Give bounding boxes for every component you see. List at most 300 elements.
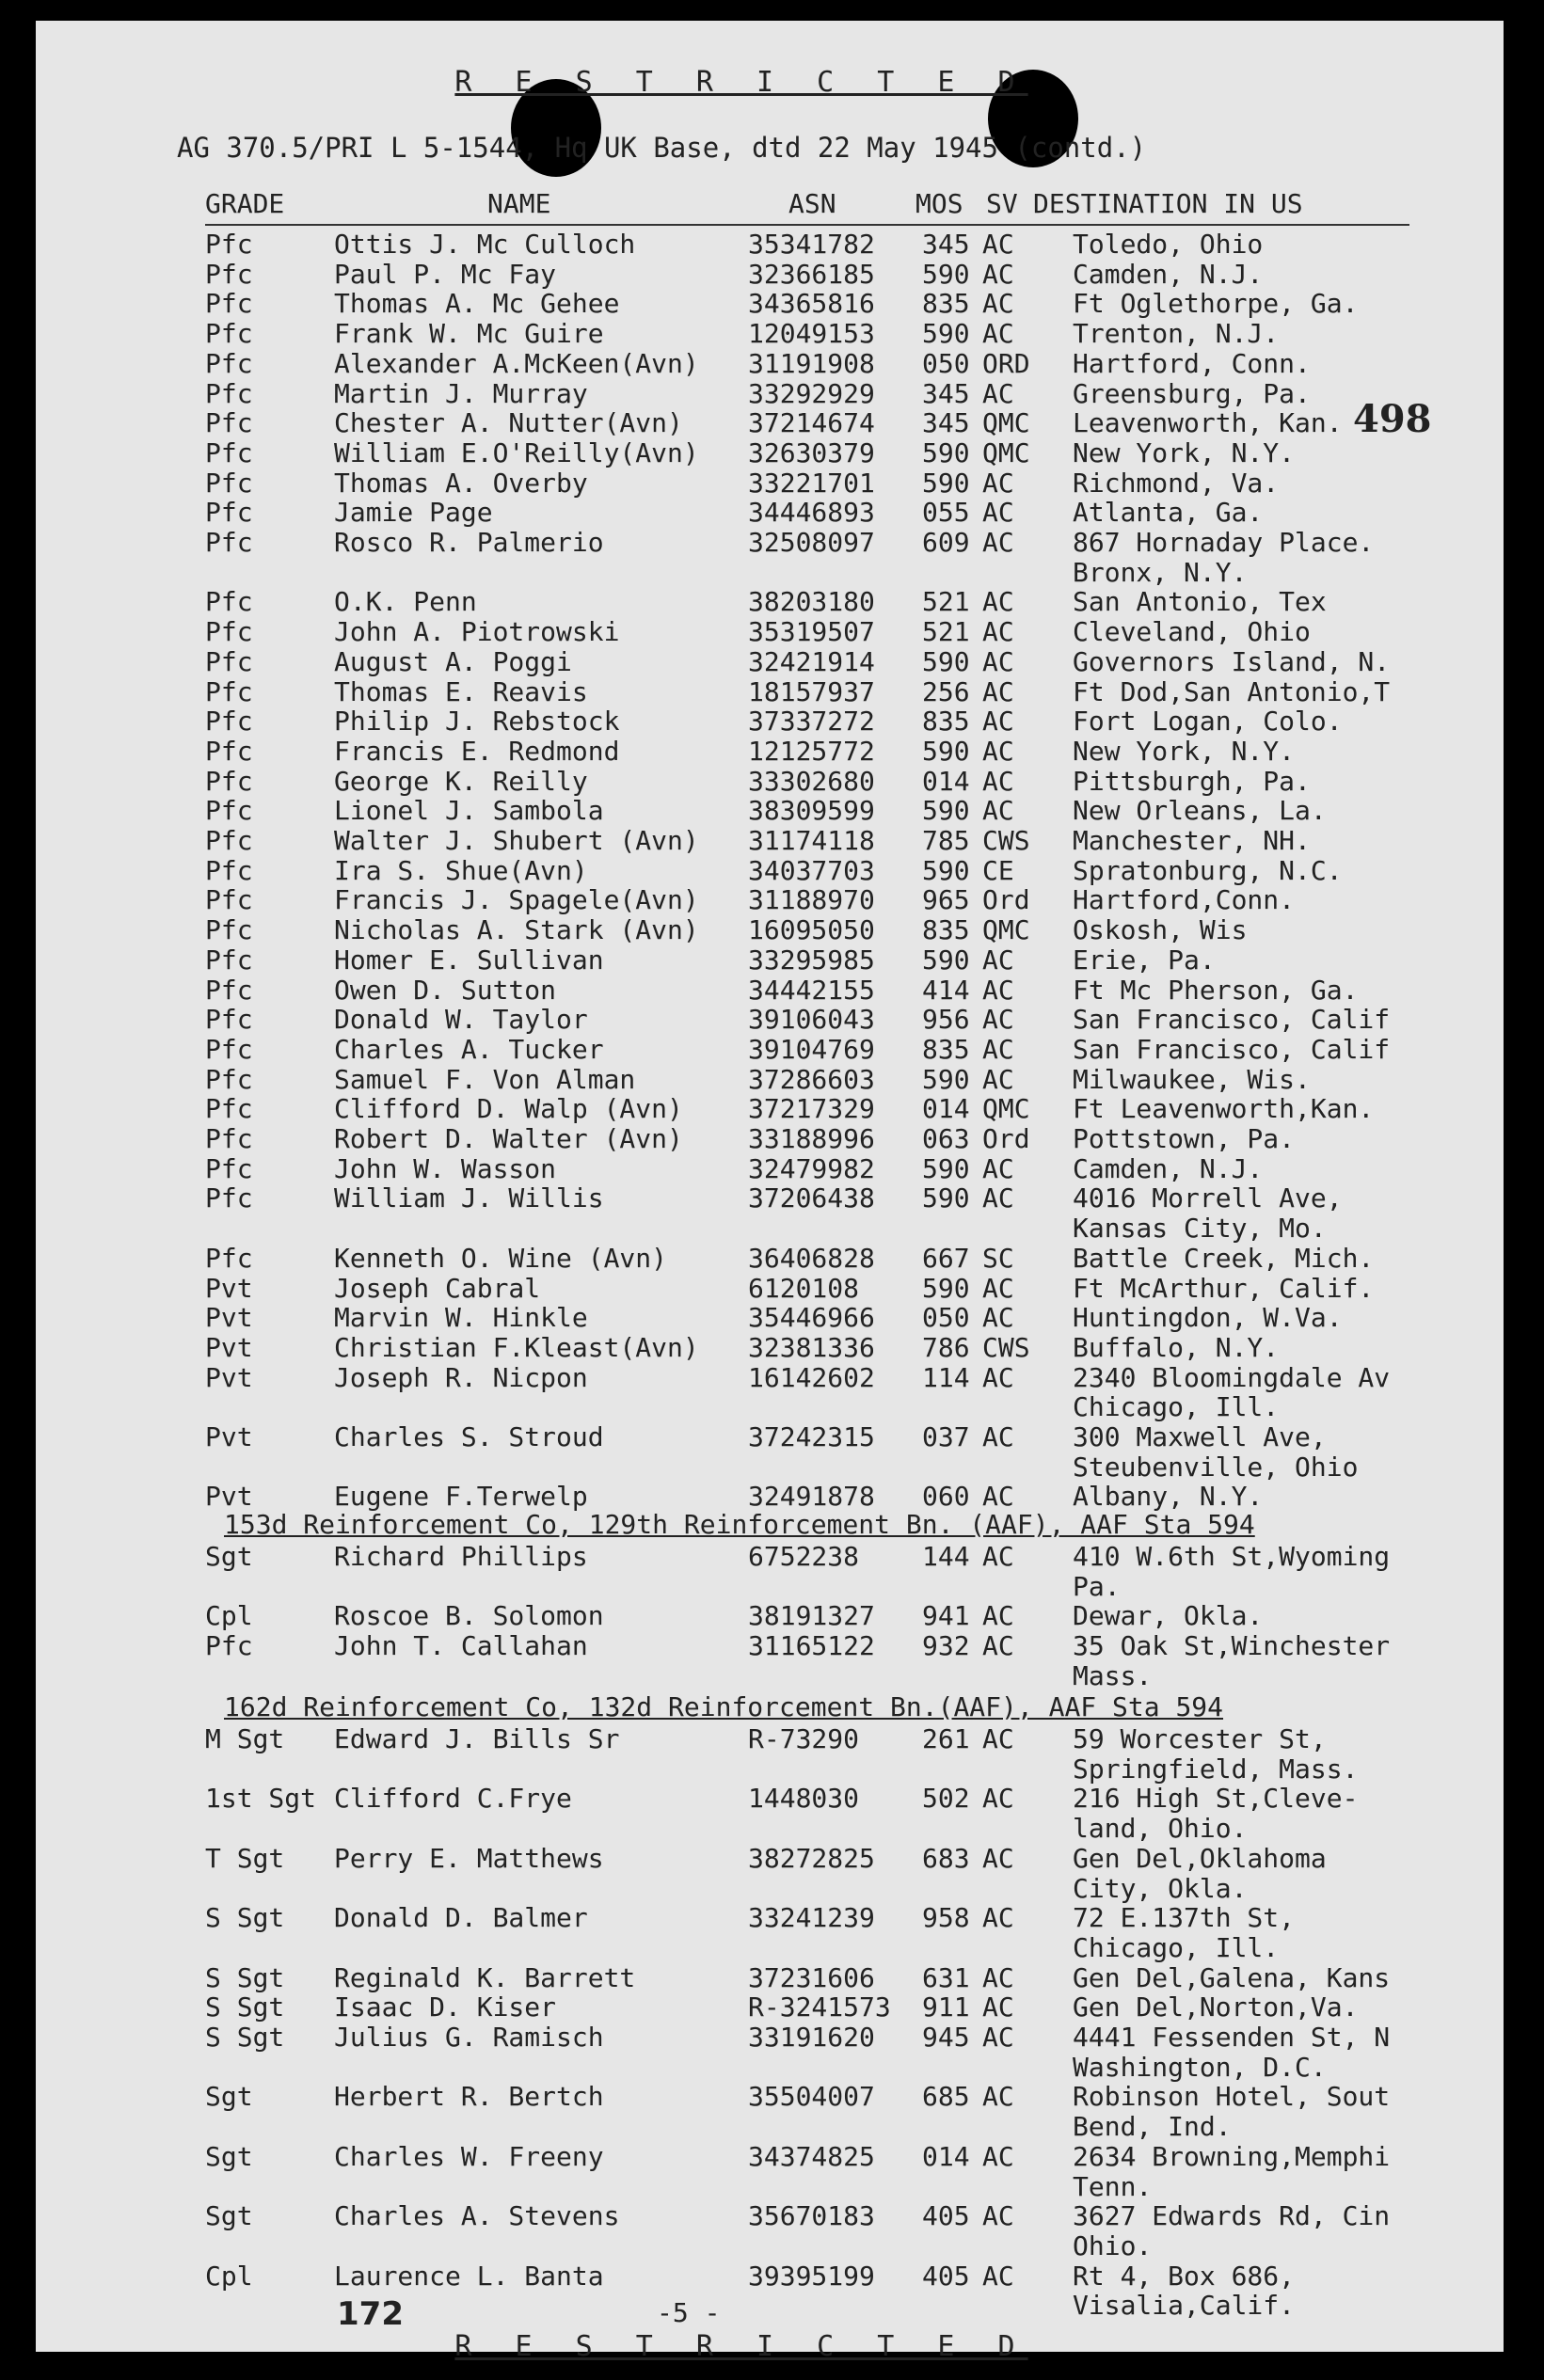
cell-mos: 609 [922, 527, 970, 558]
cell-name: Eugene F.Terwelp [334, 1481, 588, 1513]
table-row [205, 1273, 1447, 1303]
cell-dest: San Francisco, Calif [1073, 1033, 1391, 1065]
cell-mos: 502 [922, 1783, 970, 1815]
reference-line: AG 370.5/PRI L 5-1544, Hq UK Base, dtd 22 May 1945 (contd.) [177, 132, 1147, 164]
cell-mos: 590 [922, 1063, 970, 1095]
cell-name: Charles S. Stroud [334, 1421, 604, 1452]
cell-name: Paul P. Mc Fay [334, 258, 557, 290]
cell-sv: AC [982, 1600, 1014, 1632]
cell-sv: AC [982, 675, 1014, 707]
cell-dest: Hartford, Conn. [1073, 347, 1311, 379]
cell-sv: AC [982, 974, 1014, 1006]
cell-grade: Pfc [205, 347, 253, 379]
cell-grade: Sgt [205, 2081, 253, 2113]
cell-name: Ottis J. Mc Culloch [334, 229, 636, 260]
table-row [205, 1153, 1447, 1183]
cell-mos: 590 [922, 1152, 970, 1184]
cell-grade: Sgt [205, 2200, 253, 2232]
cell-asn: 6752238 [748, 1540, 860, 1572]
cell-asn: 39106043 [748, 1004, 875, 1036]
cell-sv: Ord [982, 884, 1030, 916]
cell-mos: 345 [922, 407, 970, 439]
cell-mos: 521 [922, 586, 970, 618]
cell-name: Samuel F. Von Alman [334, 1063, 636, 1095]
cell-dest: 59 Worcester St, [1073, 1723, 1327, 1754]
cell-mos: 835 [922, 1033, 970, 1065]
cell-name: Philip J. Rebstock [334, 706, 620, 738]
cell-name: Jamie Page [334, 497, 493, 529]
table-row [205, 318, 1447, 348]
cell-grade: Sgt [205, 2140, 253, 2172]
table-row [205, 2171, 1447, 2201]
cell-dest: Hartford,Conn. [1073, 884, 1296, 916]
cell-dest: Steubenville, Ohio [1073, 1451, 1359, 1483]
cell-asn: 32421914 [748, 645, 875, 677]
cell-name: Clifford C.Frye [334, 1783, 572, 1815]
table-row [205, 497, 1447, 527]
cell-grade: Pfc [205, 795, 253, 827]
cell-mos: 786 [922, 1331, 970, 1363]
cell-asn: 35319507 [748, 616, 875, 648]
table-row [205, 468, 1447, 498]
cell-grade: S Sgt [205, 1961, 285, 1993]
cell-name: Nicholas A. Stark (Avn) [334, 914, 699, 946]
cell-dest: Chicago, Ill. [1073, 1391, 1280, 1423]
cell-sv: QMC [982, 436, 1030, 468]
table-row [205, 586, 1447, 616]
table-row [205, 437, 1447, 468]
cell-name: Isaac D. Kiser [334, 1991, 557, 2023]
table-row [205, 407, 1447, 437]
cell-asn: 34446893 [748, 497, 875, 529]
cell-asn: 34037703 [748, 854, 875, 886]
cell-sv: AC [982, 706, 1014, 738]
table-row [205, 795, 1447, 825]
cell-dest: Oskosh, Wis [1073, 914, 1248, 946]
cell-grade: Pfc [205, 1123, 253, 1154]
cell-sv: AC [982, 1033, 1014, 1065]
cell-grade: Pfc [205, 706, 253, 738]
cell-dest: San Francisco, Calif [1073, 1004, 1391, 1036]
table-row [205, 646, 1447, 676]
cell-sv: AC [982, 318, 1014, 350]
cell-dest: Atlanta, Ga. [1073, 497, 1264, 529]
cell-mos: 590 [922, 318, 970, 350]
cell-name: Thomas E. Reavis [334, 675, 588, 707]
cell-grade: Pfc [205, 1629, 253, 1661]
cell-grade: M Sgt [205, 1723, 285, 1754]
cell-asn: 39104769 [748, 1033, 875, 1065]
table-row [205, 378, 1447, 408]
cell-dest: Robinson Hotel, Sout [1073, 2081, 1391, 2113]
cell-mos: 590 [922, 1182, 970, 1214]
cell-asn: 31165122 [748, 1629, 875, 1661]
table-row [205, 1034, 1447, 1064]
cell-grade: Pvt [205, 1331, 253, 1363]
cell-asn: 31188970 [748, 884, 875, 916]
cell-sv: AC [982, 1961, 1014, 1993]
cell-asn: 35446966 [748, 1302, 875, 1334]
cell-name: Marvin W. Hinkle [334, 1302, 588, 1334]
cell-name: Thomas A. Mc Gehee [334, 288, 620, 320]
cell-mos: 256 [922, 675, 970, 707]
cell-dest: San Antonio, Tex [1073, 586, 1327, 618]
cell-name: August A. Poggi [334, 645, 572, 677]
unit-heading: 162d Reinforcement Co, 132d Reinforcement Bn.(AAF), AAF Sta 594 [224, 1691, 1224, 1723]
cell-sv: AC [982, 1723, 1014, 1754]
cell-dest: Gen Del,Norton,Va. [1073, 1991, 1359, 2023]
cell-mos: 414 [922, 974, 970, 1006]
cell-sv: AC [982, 1842, 1014, 1874]
table-row [205, 884, 1447, 914]
table-row [205, 1093, 1447, 1123]
cell-dest: 35 Oak St,Winchester [1073, 1629, 1391, 1661]
cell-grade: Pfc [205, 825, 253, 856]
col-mos: MOS [915, 188, 963, 219]
cell-sv: AC [982, 1004, 1014, 1036]
table-row [205, 1541, 1447, 1571]
cell-asn: 33241239 [748, 1902, 875, 1934]
table-row [205, 2261, 1447, 2291]
cell-mos: 063 [922, 1123, 970, 1154]
cell-sv: AC [982, 1272, 1014, 1304]
cell-sv: AC [982, 1481, 1014, 1513]
table-row [205, 944, 1447, 975]
table-row [205, 1902, 1447, 1932]
cell-name: Francis E. Redmond [334, 735, 620, 767]
cell-asn: 32508097 [748, 527, 875, 558]
cell-dest: Dewar, Okla. [1073, 1600, 1264, 1632]
cell-name: Charles A. Stevens [334, 2200, 620, 2232]
cell-grade: Pfc [205, 645, 253, 677]
table-row [205, 1182, 1447, 1213]
cell-dest: Rt 4, Box 686, [1073, 2260, 1296, 2292]
stamp-number: 172 [337, 2295, 404, 2333]
table-row [205, 259, 1447, 289]
cell-asn: 38309599 [748, 795, 875, 827]
table-row [205, 348, 1447, 378]
cell-mos: 685 [922, 2081, 970, 2113]
cell-asn: 33295985 [748, 944, 875, 976]
cell-mos: 050 [922, 1302, 970, 1334]
cell-grade: Pfc [205, 527, 253, 558]
cell-grade: Pfc [205, 854, 253, 886]
cell-mos: 835 [922, 706, 970, 738]
table-row [205, 1064, 1447, 1094]
cell-grade: Pfc [205, 288, 253, 320]
cell-sv: AC [982, 1361, 1014, 1393]
cell-name: John W. Wasson [334, 1152, 557, 1184]
table-row [205, 1783, 1447, 1813]
cell-name: Joseph R. Nicpon [334, 1361, 588, 1393]
cell-asn: 31191908 [748, 347, 875, 379]
cell-dest: Spratonburg, N.C. [1073, 854, 1343, 886]
cell-sv: AC [982, 735, 1014, 767]
cell-grade: Pvt [205, 1481, 253, 1513]
cell-grade: Pfc [205, 1182, 253, 1214]
cell-sv: AC [982, 1182, 1014, 1214]
cell-grade: Pfc [205, 1033, 253, 1065]
cell-sv: Ord [982, 1123, 1030, 1154]
cell-sv: AC [982, 2260, 1014, 2292]
cell-dest: Milwaukee, Wis. [1073, 1063, 1311, 1095]
cell-grade: Pfc [205, 586, 253, 618]
cell-sv: AC [982, 2022, 1014, 2053]
table-row [205, 975, 1447, 1005]
table-row [205, 2141, 1447, 2171]
cell-grade: Pfc [205, 974, 253, 1006]
cell-dest: Ft Mc Pherson, Ga. [1073, 974, 1359, 1006]
cell-mos: 050 [922, 347, 970, 379]
cell-grade: Pfc [205, 229, 253, 260]
cell-grade: Cpl [205, 2260, 253, 2292]
cell-mos: 590 [922, 735, 970, 767]
cell-grade: Cpl [205, 1600, 253, 1632]
table-row [205, 2081, 1447, 2111]
table-row [205, 706, 1447, 736]
table-row [205, 1843, 1447, 1873]
cell-asn: 37337272 [748, 706, 875, 738]
table-row [205, 2022, 1447, 2052]
table-row [205, 2111, 1447, 2141]
cell-asn: 35670183 [748, 2200, 875, 2232]
table-row [205, 1004, 1447, 1034]
cell-dest: Battle Creek, Mich. [1073, 1242, 1375, 1274]
col-sv: SV [986, 188, 1018, 219]
cell-grade: Pfc [205, 318, 253, 350]
cell-dest: New York, N.Y. [1073, 735, 1296, 767]
cell-dest: 2340 Bloomingdale Av [1073, 1361, 1391, 1393]
cell-dest: Cleveland, Ohio [1073, 616, 1311, 648]
cell-asn: 33221701 [748, 467, 875, 499]
table-row [205, 1962, 1447, 1992]
cell-asn: 33302680 [748, 765, 875, 797]
cell-sv: AC [982, 467, 1014, 499]
table-row [205, 1391, 1447, 1421]
cell-sv: AC [982, 1302, 1014, 1334]
cell-asn: 32366185 [748, 258, 875, 290]
cell-asn: R-73290 [748, 1723, 860, 1754]
cell-asn: 34442155 [748, 974, 875, 1006]
cell-name: Laurence L. Banta [334, 2260, 604, 2292]
cell-dest: Manchester, NH. [1073, 825, 1311, 856]
table-row [205, 1362, 1447, 1392]
table-row [205, 1332, 1447, 1362]
cell-asn: 12049153 [748, 318, 875, 350]
cell-dest: Buffalo, N.Y. [1073, 1331, 1280, 1363]
table-row [205, 1213, 1447, 1243]
cell-dest: Erie, Pa. [1073, 944, 1216, 976]
cell-mos: 911 [922, 1991, 970, 2023]
cell-name: Julius G. Ramisch [334, 2022, 604, 2053]
cell-sv: CWS [982, 825, 1030, 856]
cell-asn: 32491878 [748, 1481, 875, 1513]
cell-grade: Pfc [205, 944, 253, 976]
cell-mos: 014 [922, 1093, 970, 1125]
cell-sv: AC [982, 258, 1014, 290]
cell-sv: ORD [982, 347, 1030, 379]
cell-grade: Pfc [205, 497, 253, 529]
cell-name: Richard Phillips [334, 1540, 588, 1572]
cell-mos: 521 [922, 616, 970, 648]
cell-dest: Gen Del,Galena, Kans [1073, 1961, 1391, 1993]
cell-asn: 16095050 [748, 914, 875, 946]
cell-name: George K. Reilly [334, 765, 588, 797]
cell-asn: 6120108 [748, 1272, 860, 1304]
table-row [205, 1660, 1447, 1690]
cell-dest: 410 W.6th St,Wyoming [1073, 1540, 1391, 1572]
cell-mos: 014 [922, 2140, 970, 2172]
table-row [205, 1813, 1447, 1843]
cell-dest: Ohio. [1073, 2229, 1153, 2261]
cell-dest: Mass. [1073, 1659, 1153, 1691]
table-row [205, 1302, 1447, 1332]
table-row [205, 914, 1447, 944]
cell-mos: 958 [922, 1902, 970, 1934]
cell-grade: Pvt [205, 1272, 253, 1304]
cell-mos: 590 [922, 854, 970, 886]
cell-name: Ira S. Shue(Avn) [334, 854, 588, 886]
cell-name: Homer E. Sullivan [334, 944, 604, 976]
cell-dest: 4016 Morrell Ave, [1073, 1182, 1343, 1214]
cell-grade: Pfc [205, 407, 253, 439]
cell-dest: Fort Logan, Colo. [1073, 706, 1343, 738]
cell-sv: AC [982, 645, 1014, 677]
cell-mos: 261 [922, 1723, 970, 1754]
cell-sv: AC [982, 1152, 1014, 1184]
cell-mos: 590 [922, 645, 970, 677]
table-row [205, 855, 1447, 885]
table-row [205, 527, 1447, 557]
cell-grade: T Sgt [205, 1842, 285, 1874]
cell-grade: Pfc [205, 1152, 253, 1184]
cell-grade: 1st Sgt [205, 1783, 317, 1815]
table-row [205, 736, 1447, 766]
cell-asn: 37217329 [748, 1093, 875, 1125]
col-grade: GRADE [205, 188, 285, 219]
cell-sv: AC [982, 1629, 1014, 1661]
cell-name: Owen D. Sutton [334, 974, 557, 1006]
cell-grade: Pfc [205, 467, 253, 499]
cell-dest: Bronx, N.Y. [1073, 556, 1248, 588]
cell-mos: 345 [922, 377, 970, 409]
cell-asn: 31174118 [748, 825, 875, 856]
cell-mos: 785 [922, 825, 970, 856]
cell-grade: S Sgt [205, 2022, 285, 2053]
cell-mos: 590 [922, 1272, 970, 1304]
cell-mos: 590 [922, 467, 970, 499]
cell-mos: 114 [922, 1361, 970, 1393]
cell-asn: 33188996 [748, 1123, 875, 1154]
cell-sv: AC [982, 229, 1014, 260]
cell-dest: New York, N.Y. [1073, 436, 1296, 468]
cell-grade: Pfc [205, 735, 253, 767]
cell-name: Reginald K. Barrett [334, 1961, 636, 1993]
cell-mos: 956 [922, 1004, 970, 1036]
cell-dest: 72 E.137th St, [1073, 1902, 1296, 1934]
cell-name: Donald D. Balmer [334, 1902, 588, 1934]
cell-sv: AC [982, 2081, 1014, 2113]
cell-dest: 2634 Browning,Memphi [1073, 2140, 1391, 2172]
cell-dest: 867 Hornaday Place. [1073, 527, 1375, 558]
cell-name: Chester A. Nutter(Avn) [334, 407, 683, 439]
cell-dest: 4441 Fessenden St, N [1073, 2022, 1391, 2053]
cell-name: Martin J. Murray [334, 377, 588, 409]
cell-sv: AC [982, 765, 1014, 797]
cell-dest: Trenton, N.J. [1073, 318, 1280, 350]
cell-asn: 37214674 [748, 407, 875, 439]
cell-dest: Governors Island, N. [1073, 645, 1391, 677]
table-row [205, 557, 1447, 587]
cell-mos: 590 [922, 258, 970, 290]
cell-mos: 667 [922, 1242, 970, 1274]
cell-dest: Pottstown, Pa. [1073, 1123, 1296, 1154]
cell-grade: Pvt [205, 1302, 253, 1334]
table-row [205, 825, 1447, 855]
table-row [205, 1723, 1447, 1753]
table-row [205, 616, 1447, 646]
margin-number: 498 [1353, 397, 1432, 441]
cell-sv: AC [982, 1783, 1014, 1815]
cell-sv: AC [982, 2200, 1014, 2232]
cell-mos: 683 [922, 1842, 970, 1874]
unit-heading: 153d Reinforcement Co, 129th Reinforcement Bn. (AAF), AAF Sta 594 [224, 1509, 1255, 1541]
cell-asn: 35504007 [748, 2081, 875, 2113]
cell-dest: Pittsburgh, Pa. [1073, 765, 1311, 797]
cell-name: Perry E. Matthews [334, 1842, 604, 1874]
cell-dest: land, Ohio. [1073, 1813, 1248, 1845]
cell-grade: Pfc [205, 1063, 253, 1095]
cell-mos: 345 [922, 229, 970, 260]
cell-asn: 16142602 [748, 1361, 875, 1393]
table-row [205, 1243, 1447, 1273]
table-row [205, 1630, 1447, 1660]
table-row [205, 1481, 1447, 1511]
cell-name: Edward J. Bills Sr [334, 1723, 620, 1754]
cell-dest: Camden, N.J. [1073, 258, 1264, 290]
column-headers [205, 188, 1409, 226]
cell-name: Walter J. Shubert (Avn) [334, 825, 699, 856]
cell-dest: Tenn. [1073, 2170, 1153, 2202]
cell-grade: Pfc [205, 1242, 253, 1274]
cell-mos: 590 [922, 944, 970, 976]
cell-grade: Sgt [205, 1540, 253, 1572]
cell-asn: R-3241573 [748, 1991, 891, 2023]
cell-dest: 3627 Edwards Rd, Cin [1073, 2200, 1391, 2232]
cell-dest: Toledo, Ohio [1073, 229, 1264, 260]
cell-sv: AC [982, 1063, 1014, 1095]
cell-mos: 835 [922, 914, 970, 946]
cell-sv: AC [982, 1991, 1014, 2023]
cell-name: Frank W. Mc Guire [334, 318, 604, 350]
cell-dest: Camden, N.J. [1073, 1152, 1264, 1184]
cell-dest: Ft McArthur, Calif. [1073, 1272, 1375, 1304]
cell-asn: 33292929 [748, 377, 875, 409]
cell-dest: New Orleans, La. [1073, 795, 1327, 827]
cell-asn: 18157937 [748, 675, 875, 707]
table-row [205, 1753, 1447, 1784]
cell-name: Robert D. Walter (Avn) [334, 1123, 683, 1154]
cell-asn: 37242315 [748, 1421, 875, 1452]
table-row [205, 1571, 1447, 1601]
cell-name: Lionel J. Sambola [334, 795, 604, 827]
cell-mos: 590 [922, 436, 970, 468]
table-row [205, 1600, 1447, 1630]
cell-dest: Bend, Ind. [1073, 2111, 1232, 2143]
cell-sv: AC [982, 2140, 1014, 2172]
cell-grade: Pvt [205, 1361, 253, 1393]
cell-grade: Pfc [205, 377, 253, 409]
